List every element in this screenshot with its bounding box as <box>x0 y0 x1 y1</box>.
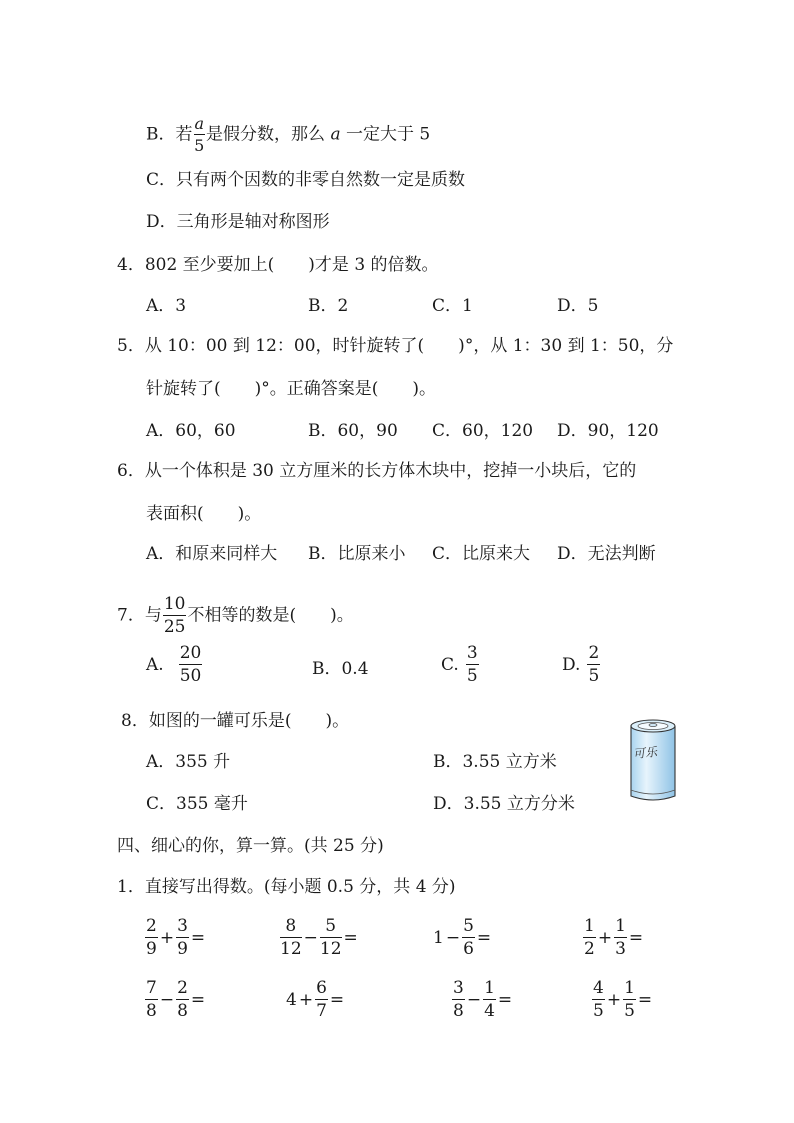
q6-stem-line2: 表面积( )。 <box>146 504 262 524</box>
q3-option-b-text: 是假分数，那么 <box>206 124 331 145</box>
fraction-denominator: 5 <box>466 666 478 686</box>
calc-expression-4 <box>582 918 644 958</box>
fraction-numerator: 3 <box>177 916 188 936</box>
q7-option-c-fraction <box>466 645 479 685</box>
fraction-denominator: 9 <box>146 939 157 959</box>
q7-option-b: B．0.4 <box>312 659 369 679</box>
fraction-numerator: a <box>194 114 205 133</box>
fraction <box>592 980 605 1020</box>
fraction-numerator: 1 <box>615 916 626 936</box>
q7-stem-text: 不相等的数是( )。 <box>187 605 354 626</box>
operator: + <box>298 990 314 1010</box>
operator: − <box>466 990 482 1010</box>
fraction-numerator: 7 <box>146 978 157 998</box>
fraction-denominator: 9 <box>177 939 188 959</box>
fraction-numerator: 2 <box>177 978 188 998</box>
calc-expression-7 <box>451 980 513 1020</box>
fraction-denominator: 6 <box>463 939 474 959</box>
q4-option-b: B．2 <box>308 296 349 316</box>
calc-expression-3 <box>432 918 492 958</box>
q3-option-b-text-end: 一定大于 5 <box>340 124 431 145</box>
calc-expression-6 <box>285 980 345 1020</box>
fraction-numerator: 1 <box>624 978 635 998</box>
fraction <box>614 918 627 958</box>
fraction-denominator: 12 <box>319 939 342 959</box>
fraction-denominator: 5 <box>588 666 600 686</box>
q7-option-c <box>441 645 480 685</box>
whole-number: 1 <box>433 928 444 948</box>
fraction-numerator: 2 <box>588 643 600 663</box>
fraction <box>483 980 496 1020</box>
fraction <box>583 918 596 958</box>
q3-option-d: D．三角形是轴对称图形 <box>146 212 330 232</box>
equals-sign: = <box>628 928 644 948</box>
calc-expression-2 <box>279 918 359 958</box>
whole-number: 4 <box>286 990 297 1010</box>
fraction-denominator: 7 <box>316 1001 327 1021</box>
q8-option-a: A．355 升 <box>146 752 231 772</box>
fraction-denominator: 12 <box>280 939 302 959</box>
calc-expression-8 <box>591 980 653 1020</box>
fraction-numerator: 1 <box>584 916 595 936</box>
q3-option-b-prefix: B．若 <box>146 124 193 145</box>
q6-stem-line1: 6．从一个体积是 30 立方厘米的长方体木块中，挖掉一小块后，它的 <box>117 461 637 481</box>
q7-stem-fraction <box>163 596 187 636</box>
operator: − <box>159 990 175 1010</box>
fraction-numerator: 5 <box>320 918 342 938</box>
fraction-denominator: 5 <box>593 1001 604 1021</box>
fraction-denominator: 50 <box>179 666 202 686</box>
fraction-numerator: 2 <box>146 916 157 936</box>
operator: + <box>159 928 175 948</box>
q3-option-c: C．只有两个因数的非零自然数一定是质数 <box>146 170 466 190</box>
operator: − <box>303 928 318 948</box>
q4-option-d: D．5 <box>557 296 599 316</box>
fraction-denominator: 4 <box>484 1001 495 1021</box>
fraction-denominator: 25 <box>163 617 186 637</box>
q7-option-d-label: D. <box>562 655 581 675</box>
fraction <box>176 918 189 958</box>
q7-stem <box>117 596 354 636</box>
equals-sign: = <box>497 990 513 1010</box>
fraction-denominator: 5 <box>194 136 205 155</box>
fraction <box>623 980 636 1020</box>
q6-option-d: D．无法判断 <box>557 544 656 564</box>
fraction-denominator: 8 <box>146 1001 157 1021</box>
fraction <box>145 918 158 958</box>
q4-option-c: C．1 <box>432 296 473 316</box>
q7-option-d <box>562 645 601 685</box>
fraction-numerator: 20 <box>179 643 202 663</box>
fraction-numerator: 4 <box>593 978 604 998</box>
q4-option-a: A．3 <box>146 296 187 316</box>
fraction-numerator: 8 <box>280 918 302 938</box>
calc-expression-1 <box>144 918 206 958</box>
q6-option-a: A．和原来同样大 <box>146 544 278 564</box>
q7-option-a-label: A. <box>146 655 164 675</box>
cola-can-label: 可乐 <box>632 744 658 762</box>
q5-option-b: B．60，90 <box>308 421 398 441</box>
q7-option-c-label: C. <box>441 655 459 675</box>
operator: + <box>597 928 613 948</box>
equals-sign: = <box>329 990 345 1010</box>
fraction-numerator: 5 <box>463 916 474 936</box>
q8-stem: 8．如图的一罐可乐是( )。 <box>121 711 350 731</box>
fraction <box>452 980 465 1020</box>
fraction-numerator: 3 <box>453 978 464 998</box>
fraction-denominator: 2 <box>584 939 595 959</box>
q3-option-b-variable: a <box>330 124 341 145</box>
equals-sign: = <box>343 928 358 948</box>
q7-option-a <box>146 645 203 685</box>
fraction <box>320 918 342 958</box>
equals-sign: = <box>637 990 653 1010</box>
q6-option-c: C．比原来大 <box>432 544 531 564</box>
fraction <box>315 980 328 1020</box>
q5-stem-line1: 5．从 10：00 到 12：00，时针旋转了( )°，从 1：30 到 1：50，分 <box>117 336 674 356</box>
fraction-numerator: 1 <box>484 978 495 998</box>
q5-option-d: D．90，120 <box>557 421 659 441</box>
q5-option-a: A．60，60 <box>146 421 236 441</box>
cola-can-illustration <box>628 716 678 809</box>
section-4-heading: 四、细心的你，算一算。(共 25 分) <box>117 836 384 856</box>
q3-option-b-fraction <box>194 116 206 154</box>
q6-option-b: B．比原来小 <box>308 544 406 564</box>
fraction <box>176 980 189 1020</box>
q7-stem-prefix: 7．与 <box>117 605 162 626</box>
fraction <box>145 980 158 1020</box>
q7-option-d-fraction <box>587 645 600 685</box>
q5-option-c: C．60，120 <box>432 421 534 441</box>
q8-option-c: C．355 毫升 <box>146 794 248 814</box>
fraction-denominator: 8 <box>453 1001 464 1021</box>
equals-sign: = <box>190 928 206 948</box>
q8-option-b: B．3.55 立方米 <box>433 752 557 772</box>
fraction-numerator: 3 <box>466 643 478 663</box>
q8-option-d: D．3.55 立方分米 <box>433 794 575 814</box>
fraction-denominator: 8 <box>177 1001 188 1021</box>
fraction-numerator: 10 <box>163 594 186 614</box>
q5-stem-line2: 针旋转了( )°。正确答案是( )。 <box>146 379 437 399</box>
q3-option-b <box>146 116 430 154</box>
q4-stem: 4．802 至少要加上( )才是 3 的倍数。 <box>117 255 439 275</box>
fraction-denominator: 5 <box>624 1001 635 1021</box>
equals-sign: = <box>476 928 492 948</box>
fraction-numerator: 6 <box>316 978 327 998</box>
fraction <box>280 918 302 958</box>
q7-option-a-fraction <box>179 645 203 685</box>
section-4-subheading: 1．直接写出得数。(每小题 0.5 分，共 4 分) <box>117 877 456 897</box>
fraction-denominator: 3 <box>615 939 626 959</box>
equals-sign: = <box>190 990 206 1010</box>
operator: + <box>606 990 622 1010</box>
operator: − <box>445 928 461 948</box>
fraction <box>462 918 475 958</box>
calc-expression-5 <box>144 980 206 1020</box>
